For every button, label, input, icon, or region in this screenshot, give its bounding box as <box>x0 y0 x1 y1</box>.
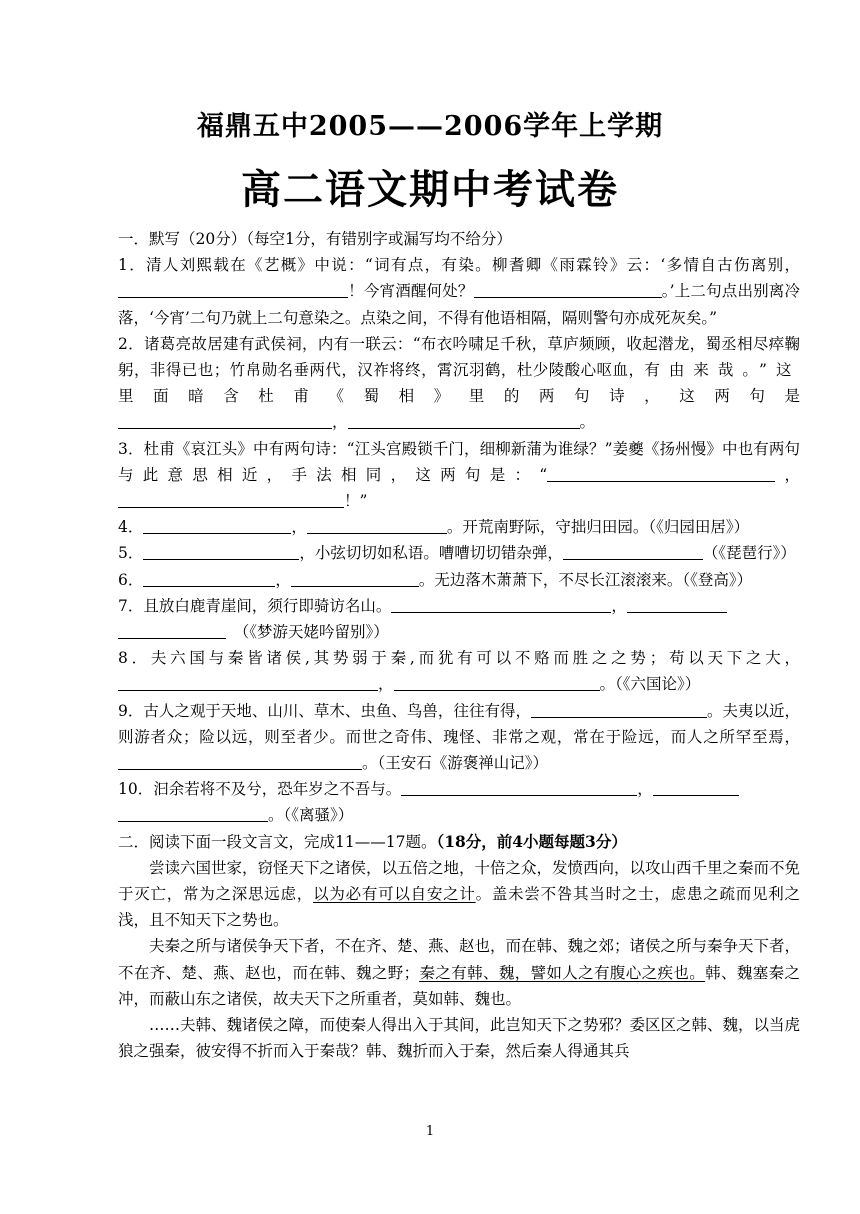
q2-blank-2[interactable] <box>348 412 580 429</box>
question-3 <box>118 436 800 515</box>
q7-blank-2a[interactable] <box>627 596 727 613</box>
q6-text-b: ， <box>275 570 291 589</box>
q1-text-b: ！今宵酒醒何处？ <box>348 282 474 301</box>
q3-blank-1[interactable] <box>547 465 775 482</box>
q9-text-a: 9．古人之观于天地、山川、草木、虫鱼、鸟兽，往往有得， <box>118 701 531 720</box>
question-4 <box>118 514 800 540</box>
passage-paragraph-1 <box>118 855 800 934</box>
passage-2-text-a: 夫秦之所与诸侯争天下者，不在齐、楚、燕、赵也，而在韩、魏之郊；诸侯之所与秦争天下者，不在齐、楚、燕、赵也，而在韩、魏之野； <box>118 937 801 982</box>
q3-text-a: 3．杜甫《哀江头》中有两句诗：“江头宫殿锁千门，细柳新蒲为谁绿？”姜夔《扬州慢》中也有两句与此意思相近，手法相同，这两句是：“ <box>118 439 800 484</box>
q6-blank-1[interactable] <box>143 570 275 587</box>
q9-text-b: 。夫夷以近，则游者众；险以远，则至者少。而世之奇伟、瑰怪、非常之观，常在于险远，而人之所罕至焉， <box>118 701 800 746</box>
page-number: 1 <box>425 1124 435 1139</box>
q6-text-a: 6． <box>118 570 144 589</box>
passage-1-underlined: 以为必有可以自安之计 <box>313 885 476 904</box>
q10-text-a: 10．汩余若将不及兮，恐年岁之不吾与。 <box>118 780 402 799</box>
q2-blank-1[interactable] <box>118 412 332 429</box>
q10-text-b: ， <box>637 780 653 799</box>
q2-text-e: 。 <box>579 413 596 432</box>
q10-blank-2b[interactable] <box>118 805 268 822</box>
question-8 <box>118 645 800 697</box>
section-2-heading <box>118 829 800 855</box>
q8-blank-2[interactable] <box>394 674 600 691</box>
q8-text-a: 8．夫六国与秦皆诸侯,其势弱于秦,而犹有可以不赂而胜之之势；苟以天下之大， <box>118 649 800 668</box>
q10-blank-2a[interactable] <box>653 779 739 796</box>
section-2-heading-text: 二．阅读下面一段文言文，完成11——17题。 <box>118 832 437 851</box>
passage-paragraph-2 <box>118 933 800 1012</box>
q1-text-c: 。’上二句点出别离冷落，‘今宵’二句乃就上二句意染之。点染之间，不得有他语相隔，隔则警句亦成死灰矣。” <box>118 282 800 327</box>
passage-paragraph-3: ……夫韩、魏诸侯之障，而使秦人得出入于其间，此岂知天下之势邪？委区区之韩、魏，以当虎狼之强秦，彼安得不折而入于秦哉？韩、魏折而入于秦，然后秦人得通其兵 <box>118 1016 801 1061</box>
passage-1-text-b: 。盖未尝不咎其当时之士，虑患之疏而见利之浅，且不知天下之势也。 <box>118 885 800 930</box>
q2-text-c: 是 <box>784 387 800 406</box>
q3-blank-2[interactable] <box>118 491 344 508</box>
q4-blank-2[interactable] <box>307 517 447 534</box>
question-5 <box>118 540 800 566</box>
question-9 <box>118 698 800 777</box>
q9-text-c: 。（王安石《游褒禅山记》） <box>362 754 549 773</box>
q7-blank-2b[interactable] <box>118 622 226 639</box>
q7-text-a: 7．且放白鹿青崖间，须行即骑访名山。 <box>118 596 392 615</box>
q9-blank-2[interactable] <box>118 753 362 770</box>
passage-2-text-b: 韩、魏塞秦之冲，而蔽山东之诸侯，故夫天下之所重者，莫如韩、魏也。 <box>118 963 800 1008</box>
q1-text-a: 1．清人刘熙载在《艺概》中说：“词有点，有染。柳耆卿《雨霖铃》云：‘多情自古伤离别， <box>118 256 800 275</box>
school-term-title: 福鼎五中2005——2006学年上学期 <box>196 111 664 142</box>
q2-text-a: 2．诸葛亮故居建有武侯祠，内有一联云：“布衣吟啸足千秋，草庐频顾，收起潜龙，蜀丞相尽瘁鞠躬，非得已也；竹帛勋名垂两代，汉祚将终，霄沉羽鹤，杜少陵酸心呕血， <box>118 334 800 380</box>
q6-text-c: 。无边落木萧萧下，不尽长江滚滚来。（《登高》） <box>418 570 753 589</box>
q2-text-d: ， <box>332 413 348 432</box>
q5-text-a: 5． <box>118 544 144 563</box>
question-7 <box>118 593 800 645</box>
q10-text-c: 。（《离骚》） <box>268 806 354 825</box>
q1-blank-1[interactable] <box>118 281 348 298</box>
q5-text-c: （《琵琶行》） <box>702 544 796 563</box>
q5-blank-2[interactable] <box>563 543 703 560</box>
passage-2-underlined: 秦之有韩、魏，譬如人之有腹心之疾也。 <box>419 963 706 982</box>
q10-blank-1[interactable] <box>401 779 637 796</box>
q9-blank-1[interactable] <box>531 701 707 718</box>
q1-blank-2[interactable] <box>474 281 662 298</box>
section-1-heading: 一．默写（20分）（每空1分，有错别字或漏写均不给分） <box>118 230 512 248</box>
q3-text-c: ！” <box>344 492 368 511</box>
q5-text-b: ，小弦切切如私语。嘈嘈切切错杂弹， <box>299 544 563 563</box>
section-2-score-note: （18分，前4小题每题3分） <box>436 831 627 851</box>
q7-text-b: ， <box>611 596 627 615</box>
question-1 <box>118 252 800 331</box>
passage-1-text-a: 尝读六国世家，窃怪天下之诸侯，以五倍之地，十倍之众，发愤西向，以攻山西千里之秦而不免于灭亡，常为之深思远虑， <box>118 858 801 904</box>
q8-blank-1[interactable] <box>118 674 378 691</box>
q7-text-c: （《梦游天姥吟留别》） <box>241 623 389 642</box>
q8-text-c: 。（《六国论》） <box>599 675 701 694</box>
q4-text-a: 4． <box>118 518 144 537</box>
q3-text-b: ， <box>775 465 800 484</box>
exam-title: 高二语文期中考试卷 <box>241 166 619 213</box>
question-6 <box>118 567 800 593</box>
q4-text-c: 。开荒南野际，守拙归田园。（《归园田居》） <box>446 518 750 537</box>
q2-text-b: 有由来哉。”这里面暗含杜甫《蜀相》里的两句诗，这两句 <box>118 361 800 406</box>
q5-blank-1[interactable] <box>143 543 299 560</box>
q4-blank-1[interactable] <box>143 517 291 534</box>
q6-blank-2[interactable] <box>291 570 419 587</box>
q8-text-b: ， <box>378 675 394 694</box>
question-10 <box>118 776 800 828</box>
q4-text-b: ， <box>291 518 307 537</box>
question-2 <box>118 331 800 436</box>
exam-content <box>118 226 800 1065</box>
q7-blank-1[interactable] <box>391 596 611 613</box>
